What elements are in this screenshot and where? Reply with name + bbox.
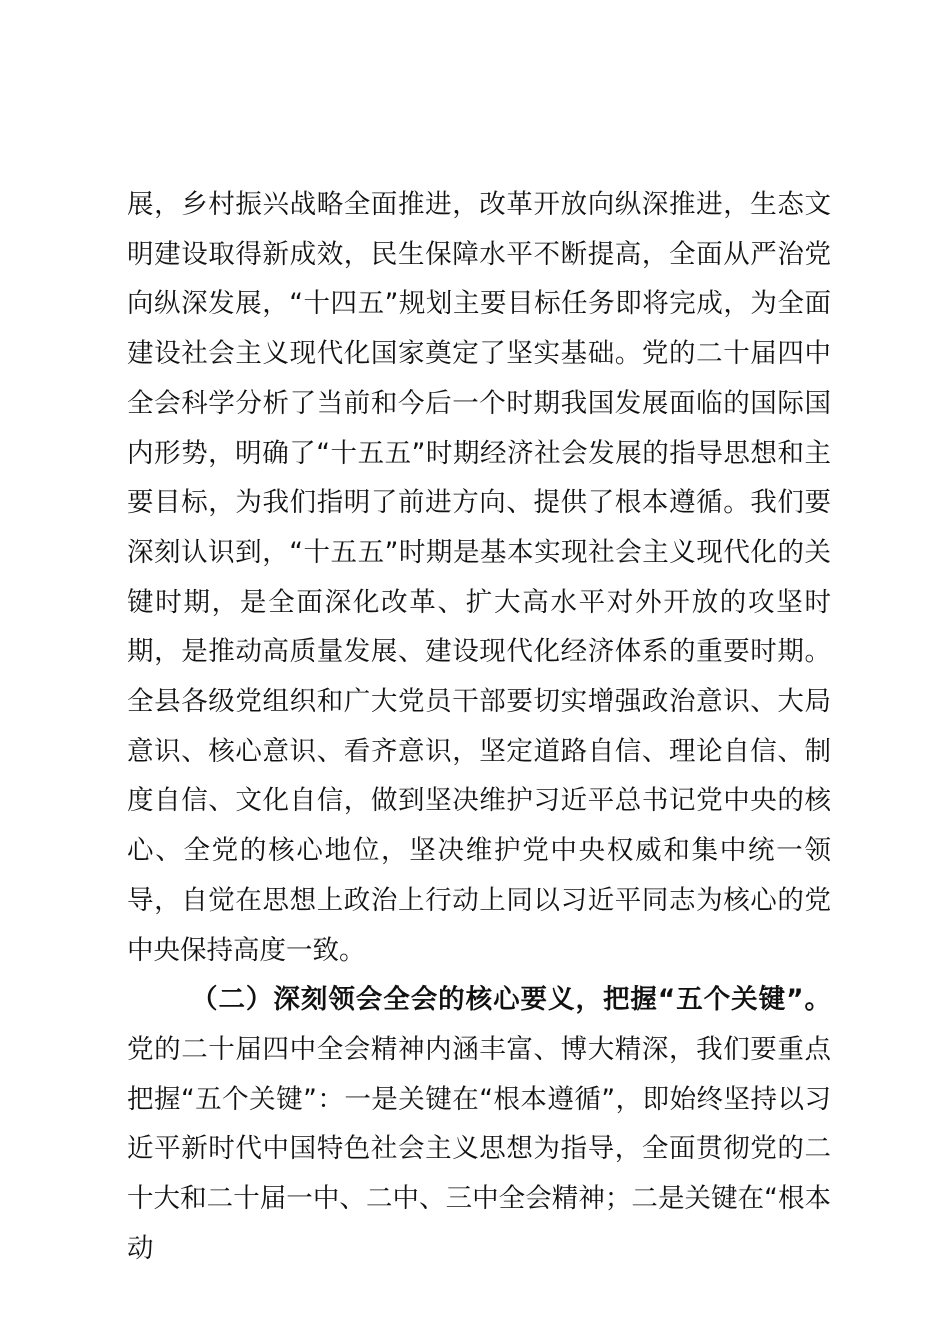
paragraph-2-text: 党的二十届四中全会精神内涵丰富、博大精深，我们要重点把握“五个关键”：一是关键在“根本遵循”，即始终坚持以习近平新时代中国特色社会主义思想为指导，全面贯彻党的二十大和二十届一中、二中、三中全会精神；二是关键在“根本动 bbox=[127, 1033, 831, 1264]
paragraph-2 bbox=[127, 975, 831, 1273]
paragraph-1-text: 展，乡村振兴战略全面推进，改革开放向纵深推进，生态文明建设取得新成效，民生保障水平不断提高，全面从严治党向纵深发展，“十四五”规划主要目标任务即将完成，为全面建设社会主义现代化国家奠定了坚实基础。党的二十届四中全会科学分析了当前和今后一个时期我国发展面临的国际国内形势，明确了“十五五”时期经济社会发展的指导思想和主要目标，为我们指明了前进方向、提供了根本遵循。我们要深刻认识到，“十五五”时期是基本实现社会主义现代化的关键时期，是全面深化改革、扩大高水平对外开放的攻坚时期，是推动高质量发展、建设现代化经济体系的重要时期。全县各级党组织和广大党员干部要切实增强政治意识、大局意识、核心意识、看齐意识，坚定道路自信、理论自信、制度自信、文化自信，做到坚决维护习近平总书记党中央的核心、全党的核心地位，坚决维护党中央权威和集中统一领导，自觉在思想上政治上行动上同以习近平同志为核心的党中央保持高度一致。 bbox=[127, 189, 831, 966]
section-heading: （二）深刻领会全会的核心要义，把握“五个关键”。 bbox=[191, 984, 831, 1016]
document-body bbox=[127, 180, 831, 1273]
paragraph-1 bbox=[127, 180, 831, 975]
